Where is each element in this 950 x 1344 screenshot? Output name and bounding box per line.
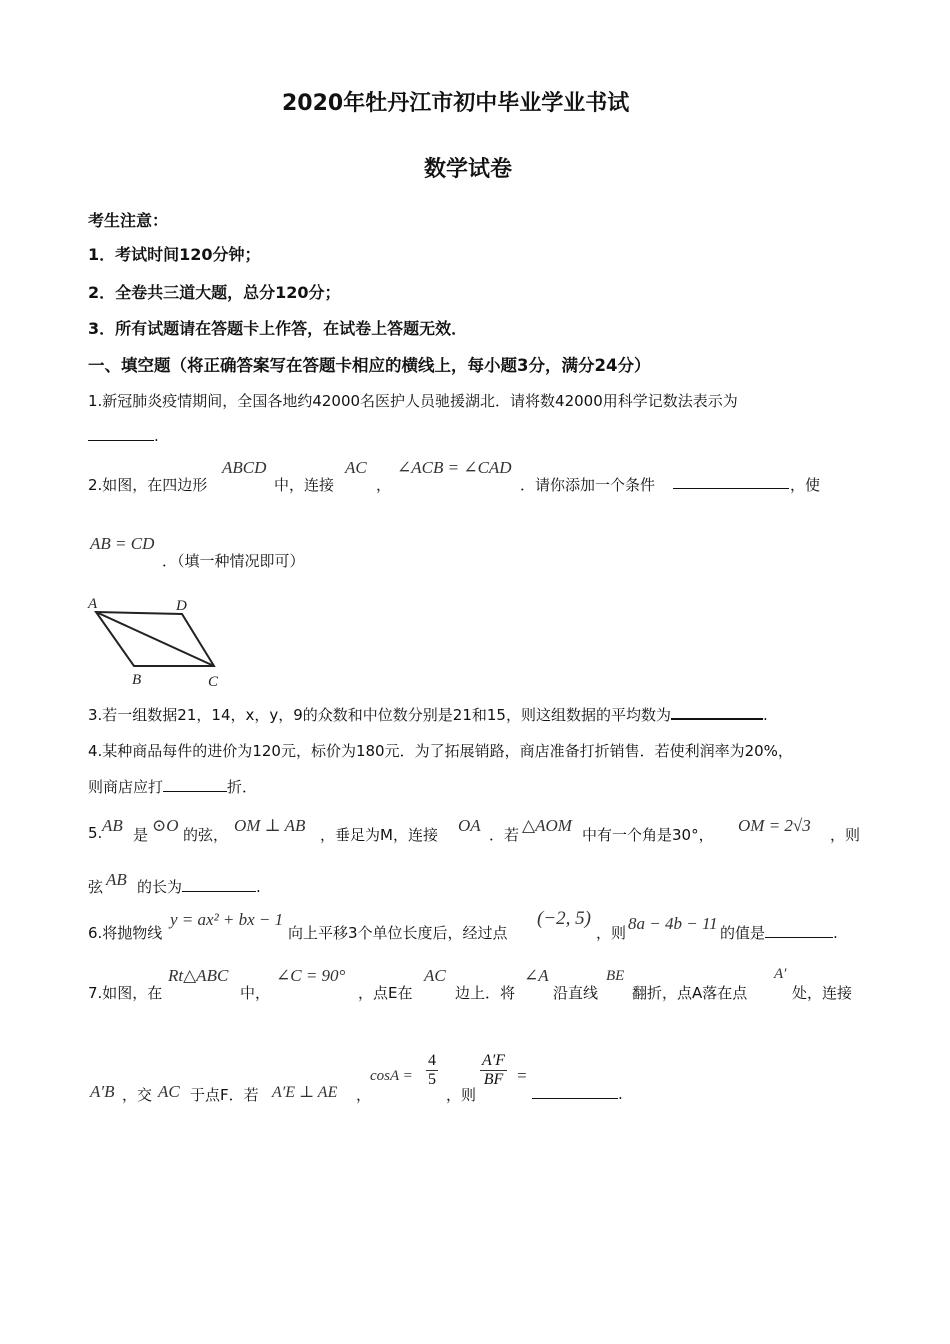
q5-m7: AB: [106, 870, 127, 889]
q7-t2: 中，: [240, 984, 271, 1002]
q5-t7: ，则: [830, 826, 861, 844]
notice-item-1: 1．考试时间120分钟；: [88, 245, 261, 264]
answer-blank[interactable]: [765, 923, 833, 938]
q5-m6: OM = 2√3: [738, 816, 811, 835]
q7-m5: BE: [606, 968, 625, 984]
q1-text: 1.新冠肺炎疫情期间，全国各地约42000名医护人员驰援湖北．请将数42000用科学记数法表示为: [88, 392, 738, 410]
q2-t4: ．请你添加一个条件: [520, 476, 656, 494]
answer-blank[interactable]: [182, 877, 256, 892]
q5-t3: 的弦，: [183, 826, 229, 844]
q5-m4: OA: [458, 816, 481, 835]
q7-m1: Rt△ABC: [168, 966, 229, 985]
notice-item-3: 3．所有试题请在答题卡上作答，在试卷上答题无效．: [88, 319, 468, 338]
q7-m6: A′: [774, 966, 787, 982]
label-a: A: [88, 596, 98, 612]
page-title: 2020年牡丹江市初中毕业学业书试: [282, 91, 630, 116]
label-c: C: [208, 674, 219, 688]
q7-m3: AC: [424, 966, 446, 985]
q6-t3: ，则: [596, 924, 627, 942]
q5-t8: 弦: [88, 878, 104, 896]
q2-m4: AB = CD: [90, 534, 155, 553]
q5-m2: ⊙O: [152, 816, 179, 835]
q2-m1: ABCD: [222, 458, 267, 477]
question-1-answer-line: .: [88, 426, 159, 445]
q5-m3: OM ⊥ AB: [234, 816, 306, 835]
section-heading: 一、填空题（将正确答案写在答题卡相应的横线上，每小题3分，满分24分）: [88, 356, 651, 375]
label-d: D: [176, 598, 187, 614]
q6-m2: (−2, 5): [537, 908, 591, 929]
q7-m9: A′E ⊥ AE: [272, 1084, 338, 1101]
question-4-line2: 则商店应打 折．: [88, 778, 258, 796]
question-3: 3.若一组数据21，14，x，y，9的众数和中位数分别是21和15，则这组数据的平均数为 .: [88, 706, 768, 724]
q6-t2: 向上平移3个单位长度后，经过点: [288, 924, 508, 942]
notice-item-2: 2．全卷共三道大题，总分120分；: [88, 283, 341, 302]
q7-t3: ，点E在: [358, 984, 413, 1002]
q5-m5: △AOM: [522, 816, 572, 835]
q5-t6: 中有一个角是30°，: [582, 826, 714, 844]
q5-t2: 是: [133, 826, 149, 844]
q2-t3: ，: [376, 476, 392, 494]
q5-t4: ，垂足为M，连接: [320, 826, 438, 844]
q2-t2: 中，连接: [274, 476, 335, 494]
label-b: B: [132, 672, 142, 688]
q5-t1: 5.: [88, 824, 103, 842]
q5-t5: ．若: [489, 826, 520, 844]
q7-m4: ∠A: [524, 966, 549, 985]
q7-t11: ，则: [446, 1086, 477, 1104]
q2-t6: ．（填一种情况即可）: [162, 552, 305, 570]
q7-eq: =: [516, 1066, 528, 1085]
page-subtitle: 数学试卷: [424, 157, 513, 182]
q6-m3: 8a − 4b − 11: [628, 914, 718, 933]
q2-t1: 2.如图，在四边形: [88, 476, 208, 494]
q5-m1: AB: [102, 816, 123, 835]
question-6-end: 的值是 .: [720, 924, 838, 942]
q7-m10: cosA =: [370, 1068, 413, 1084]
answer-blank[interactable]: [532, 1084, 618, 1099]
q2-m2: AC: [345, 458, 367, 477]
q7-t8: ，交: [122, 1086, 153, 1104]
fraction-ratio: $\frac{A'F}{BF}$: [482, 1052, 506, 1088]
q2-m3: ∠ACB = ∠CAD: [397, 458, 512, 477]
q7-m2: ∠C = 90°: [276, 966, 346, 985]
q7-m8: AC: [158, 1082, 180, 1101]
answer-blank[interactable]: [673, 474, 789, 493]
answer-blank[interactable]: [88, 426, 154, 441]
q7-t6: 翻折，点A落在点: [632, 984, 748, 1002]
answer-blank[interactable]: [671, 704, 763, 720]
q7-t5: 沿直线: [553, 984, 599, 1002]
q7-t9: 于点F．若: [190, 1086, 259, 1104]
question-1: [88, 390, 738, 411]
q7-t1: 7.如图，在: [88, 984, 163, 1002]
question-7-end: .: [532, 1084, 623, 1103]
question-4: 4.某种商品每件的进价为120元，标价为180元．为了拓展销路，商店准备打折销售．若使利润率为20%，: [88, 742, 793, 760]
question-5-line2: 的长为 .: [137, 878, 261, 896]
notice-heading: 考生注意：: [88, 211, 169, 230]
q6-t1: 6.将抛物线: [88, 924, 163, 942]
quadrilateral-figure: [84, 592, 234, 688]
q6-m1: y = ax² + bx − 1: [170, 910, 284, 929]
q7-m7: A′B: [90, 1082, 115, 1101]
q7-t4: 边上．将: [455, 984, 516, 1002]
answer-blank[interactable]: [163, 777, 227, 792]
q7-t7: 处，连接: [792, 984, 853, 1002]
fraction-cos: $\frac{4}{5}$: [428, 1052, 436, 1088]
q7-t10: ，: [356, 1086, 372, 1104]
q2-t5: ，使: [790, 476, 821, 494]
